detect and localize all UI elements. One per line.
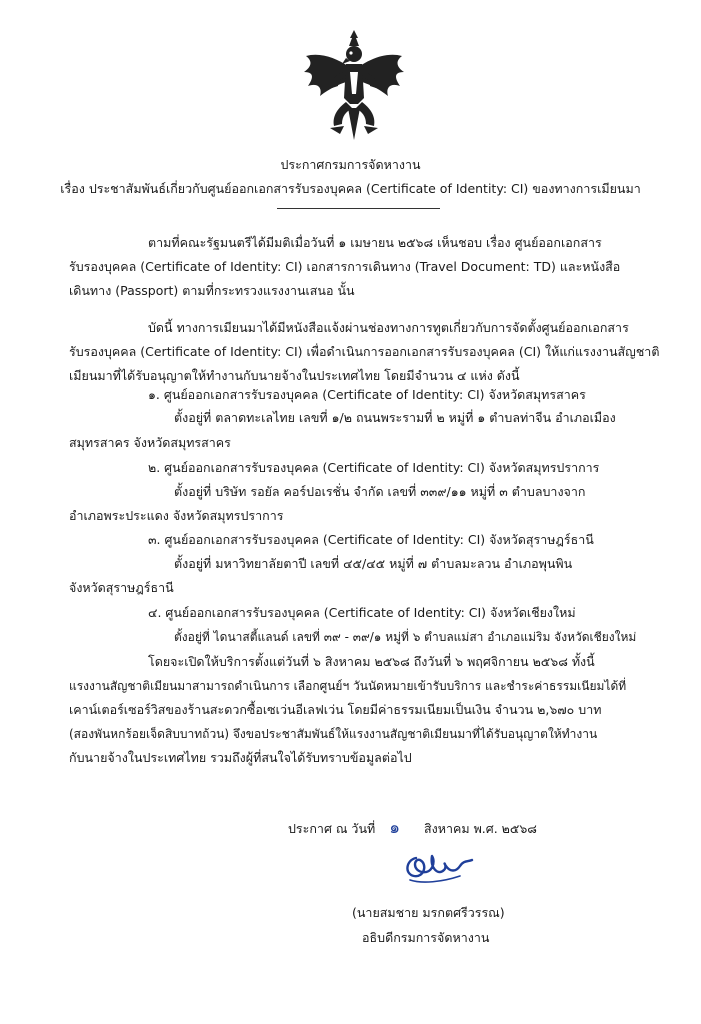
paragraph-line: รับรองบุคคล (Certificate of Identity: CI) เพื่อดำเนินการออกเอกสารรับรองบุคคล (CI) ให้แก่แรงงานสัญชาติ [69, 344, 660, 359]
signer-name: (นายสมชาย มรกตศรีวรรณ) [352, 905, 505, 920]
header-divider [277, 208, 440, 209]
announcement-date [288, 814, 537, 841]
date-month-year: สิงหาคม พ.ศ. ๒๕๖๘ [424, 821, 537, 836]
center-address-line: สมุทรสาคร จังหวัดสมุทรสาคร [69, 435, 231, 450]
date-day: ๑ [389, 818, 401, 838]
paragraph-line: บัดนี้ ทางการเมียนมาได้มีหนังสือแจ้งผ่านช่องทางการทูตเกี่ยวกับการจัดตั้งศูนย์ออกเอกสาร [148, 320, 629, 335]
center-title: ๔. ศูนย์ออกเอกสารรับรองบุคคล (Certificate of Identity: CI) จังหวัดเชียงใหม่ [148, 605, 576, 620]
paragraph-line: กับนายจ้างในประเทศไทย รวมถึงผู้ที่สนใจได้รับทราบข้อมูลต่อไป [69, 750, 412, 765]
paragraph-line: เมียนมาที่ได้รับอนุญาตให้ทำงานกับนายจ้างในประเทศไทย โดยมีจำนวน ๔ แห่ง ดังนี้ [69, 368, 520, 383]
paragraph-line: โดยจะเปิดให้บริการตั้งแต่วันที่ ๖ สิงหาคม ๒๕๖๘ ถึงวันที่ ๖ พฤศจิกายน ๒๕๖๘ ทั้งนี้ [148, 654, 595, 669]
center-address-line: อำเภอพระประแดง จังหวัดสมุทรปราการ [69, 508, 284, 523]
center-title: ๑. ศูนย์ออกเอกสารรับรองบุคคล (Certificate of Identity: CI) จังหวัดสมุทรสาคร [148, 387, 586, 402]
center-address-line: จังหวัดสุราษฎร์ธานี [69, 580, 174, 595]
agency-title: ประกาศกรมการจัดหางาน [280, 157, 421, 172]
center-address-line: ตั้งอยู่ที่ บริษัท รอยัล คอร์ปอเรชั่น จำกัด เลขที่ ๓๓๙/๑๑ หมู่ที่ ๓ ตำบลบางจาก [174, 484, 586, 499]
center-address-line: ตั้งอยู่ที่ ตลาดทะเลไทย เลขที่ ๑/๒ ถนนพระรามที่ ๒ หมู่ที่ ๑ ตำบลท่าจีน อำเภอเมือง [174, 410, 616, 425]
garuda-emblem-icon [300, 28, 408, 142]
paragraph-line: รับรองบุคคล (Certificate of Identity: CI) เอกสารการเดินทาง (Travel Document: TD) และหนังสือ [69, 259, 621, 274]
subject-title: เรื่อง ประชาสัมพันธ์เกี่ยวกับศูนย์ออกเอกสารรับรองบุคคล (Certificate of Identity: CI) ของทางการเมียนมา [60, 181, 641, 196]
center-address-line: ตั้งอยู่ที่ มหาวิทยาลัยตาปี เลขที่ ๔๕/๔๕ หมู่ที่ ๗ ตำบลมะลวน อำเภอพุนพิน [174, 556, 573, 571]
center-title: ๒. ศูนย์ออกเอกสารรับรองบุคคล (Certificate of Identity: CI) จังหวัดสมุทรปราการ [148, 460, 600, 475]
paragraph-line: เดินทาง (Passport) ตามที่กระทรวงแรงงานเสนอ นั้น [69, 283, 355, 298]
center-address-line: ตั้งอยู่ที่ ไดนาสตี้แลนด์ เลขที่ ๓๙ - ๓๙/๑ หมู่ที่ ๖ ตำบลแม่สา อำเภอแม่ริม จังหวัดเชียงใหม่ [174, 630, 637, 644]
paragraph-line: ตามที่คณะรัฐมนตรีได้มีมติเมื่อวันที่ ๑ เมษายน ๒๕๖๘ เห็นชอบ เรื่อง ศูนย์ออกเอกสาร [148, 235, 602, 250]
center-title: ๓. ศูนย์ออกเอกสารรับรองบุคคล (Certificate of Identity: CI) จังหวัดสุราษฎร์ธานี [148, 532, 594, 547]
paragraph-line: เคาน์เตอร์เซอร์วิสของร้านสะดวกซื้อเซเว่นอีเลฟเว่น โดยมีค่าธรรมเนียมเป็นเงิน จำนวน ๒,๖๗๐ บาท [69, 702, 602, 717]
signer-title: อธิบดีกรมการจัดหางาน [362, 930, 490, 945]
paragraph-line: (สองพันหกร้อยเจ็ดสิบบาทถ้วน) จึงขอประชาสัมพันธ์ให้แรงงานสัญชาติเมียนมาที่ได้รับอนุญาตให้ทำงาน [69, 727, 598, 741]
signature-icon [402, 840, 482, 890]
paragraph-line: แรงงานสัญชาติเมียนมาสามารถดำเนินการ เลือกศูนย์ฯ วันนัดหมายเข้ารับบริการ และชำระค่าธรรมเนียมได้ที่ [69, 679, 627, 693]
date-prefix: ประกาศ ณ วันที่ [288, 821, 376, 836]
